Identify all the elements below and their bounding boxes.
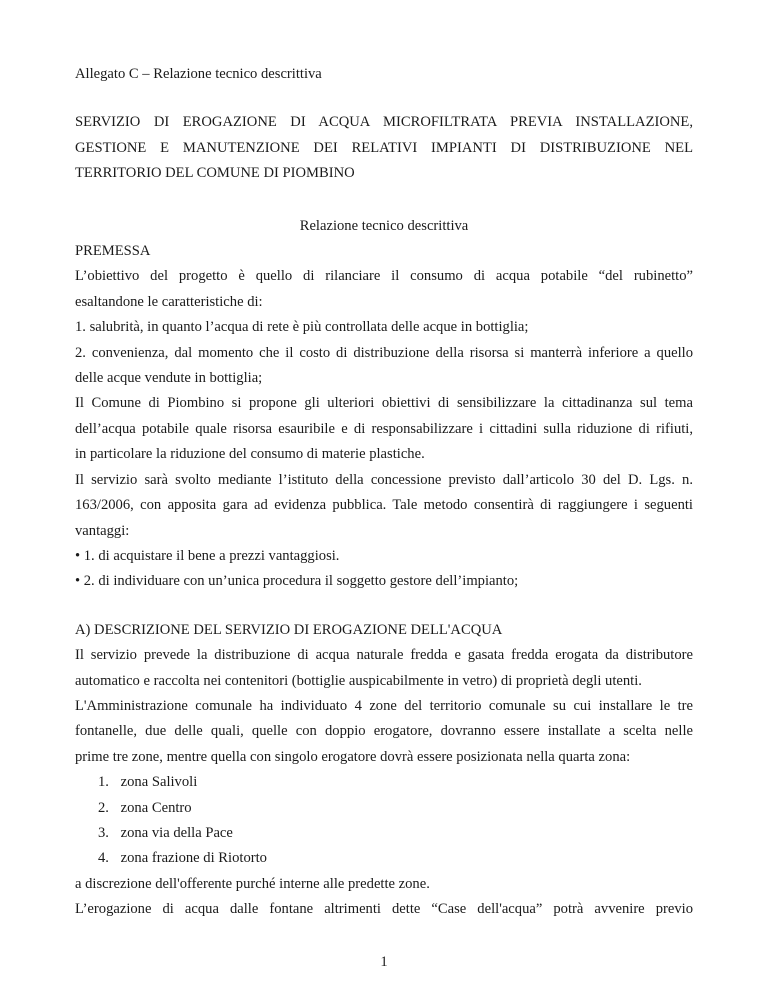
paragraph-line: Il Comune di Piombino si propone gli ulteriori obiettivi di sensibilizzare la cittadinanza sul tema — [75, 395, 693, 412]
paragraph-line: L’obiettivo del progetto è quello di rilanciare il consumo di acqua potabile “del rubinetto” — [75, 268, 693, 285]
paragraph-line: Il servizio sarà svolto mediante l’istituto della concessione previsto dall’articolo 30 del D. Lgs. n. — [75, 471, 693, 488]
numbered-item: 1. salubrità, in quanto l’acqua di rete è più controllata delle acque in bottiglia; — [75, 319, 529, 336]
paragraph-line: a discrezione dell'offerente purché interne alle predette zone. — [75, 875, 430, 892]
list-label: zona Centro — [120, 799, 192, 816]
list-number: 2. — [98, 799, 109, 816]
list-label: zona via della Pace — [120, 824, 233, 841]
paragraph-line: prime tre zone, mentre quella con singolo erogatore dovrà essere posizionata nella quarta zona: — [75, 748, 631, 765]
premessa-section — [75, 239, 693, 595]
paragraph-line: in particolare la riduzione del consumo di materie plastiche. — [75, 446, 425, 463]
document-page — [75, 62, 693, 923]
list-number: 4. — [98, 850, 109, 867]
title-line: SERVIZIO DI EROGAZIONE DI ACQUA MICROFILTRATA PREVIA INSTALLAZIONE, — [75, 114, 693, 131]
zone-list — [75, 770, 693, 872]
paragraph-line: 163/2006, con apposita gara ad evidenza pubblica. Tale metodo consentirà di raggiungere i seguenti — [75, 497, 693, 514]
paragraph-line: vantaggi: — [75, 522, 130, 539]
list-label: zona Salivoli — [120, 774, 198, 791]
section-a-heading: A) DESCRIZIONE DEL SERVIZIO DI EROGAZIONE DELL'ACQUA — [75, 621, 503, 638]
list-number: 3. — [98, 824, 109, 841]
list-item — [75, 846, 693, 871]
list-item — [75, 821, 693, 846]
list-number: 1. — [98, 774, 109, 791]
list-item — [75, 796, 693, 821]
bullet-item: • 1. di acquistare il bene a prezzi vantaggiosi. — [75, 547, 340, 564]
paragraph-line: L'Amministrazione comunale ha individuato 4 zone del territorio comunale su cui installare le tre — [75, 697, 693, 714]
page-number: 1 — [380, 954, 388, 970]
title-line: GESTIONE E MANUTENZIONE DEI RELATIVI IMPIANTI DI DISTRIBUZIONE NEL — [75, 139, 693, 156]
numbered-item-continuation: delle acque vendute in bottiglia; — [75, 370, 263, 387]
bullet-item: • 2. di individuare con un’unica procedura il soggetto gestore dell’impianto; — [75, 573, 519, 590]
list-item — [75, 770, 693, 795]
title-line: TERRITORIO DEL COMUNE DI PIOMBINO — [75, 165, 355, 182]
paragraph-line: L’erogazione di acqua dalle fontane altrimenti dette “Case dell'acqua” potrà avvenire previo — [75, 901, 693, 918]
premessa-heading: PREMESSA — [75, 243, 151, 260]
document-title — [75, 110, 693, 186]
list-label: zona frazione di Riotorto — [120, 850, 267, 867]
paragraph-line: automatico e raccolta nei contenitori (bottiglie auspicabilmente in vetro) di proprietà degli utenti. — [75, 672, 642, 689]
paragraph-line: fontanelle, due delle quali, quelle con doppio erogatore, dovranno essere installate a scelta nelle — [75, 723, 693, 740]
section-a — [75, 618, 693, 923]
numbered-item: 2. convenienza, dal momento che il costo di distribuzione della risorsa si manterrà inferiore a quello — [75, 344, 693, 361]
paragraph-line: dell’acqua potabile quale risorsa esauribile e di responsabilizzare i cittadini sulla riduzione di rifiuti, — [75, 420, 693, 437]
annex-heading: Allegato C – Relazione tecnico descrittiva — [75, 66, 322, 82]
document-subtitle: Relazione tecnico descrittiva — [299, 217, 469, 234]
paragraph-line: Il servizio prevede la distribuzione di acqua naturale fredda e gasata fredda erogata da distributore — [75, 647, 693, 664]
paragraph-line: esaltandone le caratteristiche di: — [75, 293, 263, 310]
